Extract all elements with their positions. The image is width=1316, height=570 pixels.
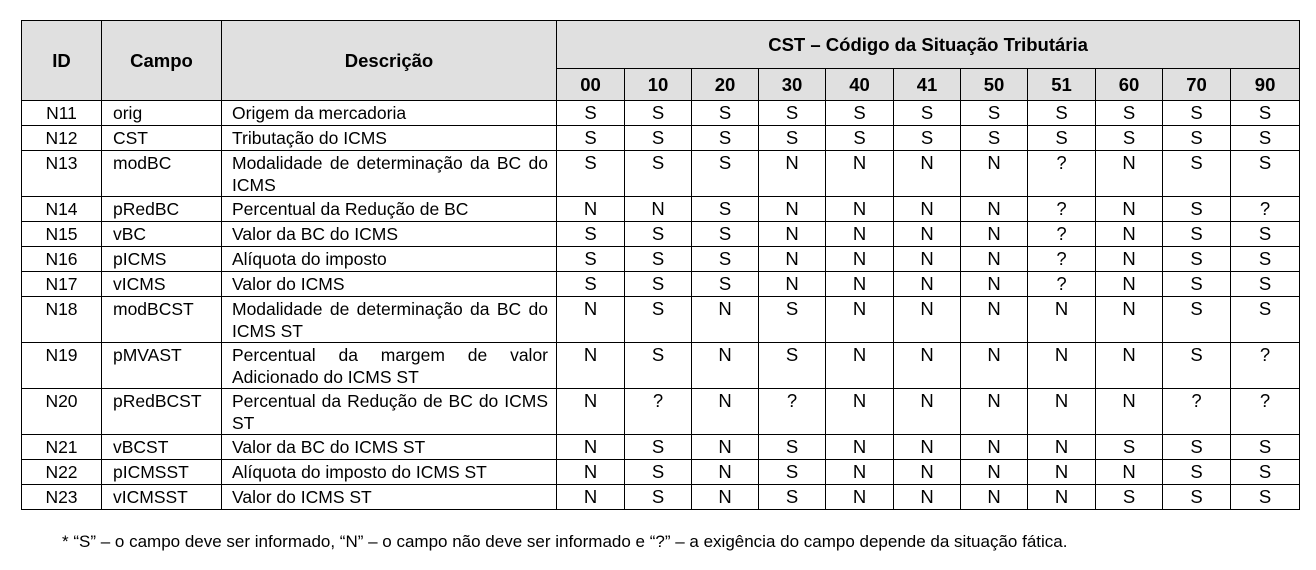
table-row (22, 247, 1300, 272)
cell-campo: pRedBCST (102, 389, 222, 435)
cell-id: N22 (22, 460, 102, 485)
cell-campo: CST (102, 126, 222, 151)
cell-cst-value: N (692, 485, 759, 510)
cell-cst-value: S (1163, 126, 1231, 151)
cell-campo: orig (102, 101, 222, 126)
cell-campo: pRedBC (102, 197, 222, 222)
cell-cst-value: S (557, 222, 625, 247)
cell-cst-value: N (692, 435, 759, 460)
table-row (22, 272, 1300, 297)
table-row (22, 101, 1300, 126)
cell-cst-value: S (1163, 435, 1231, 460)
cell-cst-value: N (759, 247, 826, 272)
cell-cst-value: N (759, 272, 826, 297)
cell-cst-value: S (625, 297, 692, 343)
cell-cst-value: S (625, 272, 692, 297)
cell-cst-value: N (961, 435, 1028, 460)
cell-cst-value: N (557, 343, 625, 389)
cell-campo: pICMS (102, 247, 222, 272)
cell-cst-value: S (625, 126, 692, 151)
cell-cst-value: N (759, 197, 826, 222)
cell-id: N17 (22, 272, 102, 297)
cell-id: N12 (22, 126, 102, 151)
cell-cst-value: S (1096, 485, 1163, 510)
cell-cst-value: S (1163, 101, 1231, 126)
cell-descricao: Valor do ICMS (222, 272, 557, 297)
cell-cst-value: S (625, 151, 692, 197)
cell-cst-value: N (625, 197, 692, 222)
header-id: ID (22, 21, 102, 101)
cell-id: N23 (22, 485, 102, 510)
table-header (22, 21, 1300, 101)
cell-id: N21 (22, 435, 102, 460)
cell-id: N16 (22, 247, 102, 272)
cell-cst-value: S (625, 460, 692, 485)
header-cst-title: CST – Código da Situação Tributária (557, 21, 1300, 69)
cell-cst-value: N (894, 343, 961, 389)
header-cst-code: 90 (1231, 69, 1300, 101)
header-cst-code: 10 (625, 69, 692, 101)
cell-cst-value: S (1231, 101, 1300, 126)
cell-campo: pICMSST (102, 460, 222, 485)
cell-cst-value: N (557, 435, 625, 460)
cell-cst-value: S (759, 101, 826, 126)
cell-descricao: Percentual da Redução de BC do ICMS ST (222, 389, 557, 435)
header-cst-code: 50 (961, 69, 1028, 101)
cell-cst-value: N (961, 460, 1028, 485)
footnote: * “S” – o campo deve ser informado, “N” – o campo não deve ser informado e “?” – a exigência do campo depende da situação fática. (62, 532, 1068, 551)
cell-cst-value: N (557, 485, 625, 510)
cell-cst-value: S (1028, 126, 1096, 151)
cell-cst-value: S (625, 343, 692, 389)
cell-descricao: Valor da BC do ICMS ST (222, 435, 557, 460)
cell-cst-value: N (692, 460, 759, 485)
cell-cst-value: N (1028, 485, 1096, 510)
cell-cst-value: S (1163, 343, 1231, 389)
table-row (22, 485, 1300, 510)
cell-id: N19 (22, 343, 102, 389)
cell-cst-value: N (826, 247, 894, 272)
cell-cst-value: S (1231, 297, 1300, 343)
cell-cst-value: N (1096, 343, 1163, 389)
cell-cst-value: S (692, 151, 759, 197)
cell-cst-value: N (826, 389, 894, 435)
cell-cst-value: N (1028, 343, 1096, 389)
cell-cst-value: N (1096, 247, 1163, 272)
table-row (22, 460, 1300, 485)
cell-cst-value: ? (1231, 197, 1300, 222)
table-row (22, 126, 1300, 151)
header-cst-code: 41 (894, 69, 961, 101)
cell-cst-value: S (692, 126, 759, 151)
cell-cst-value: S (557, 126, 625, 151)
cell-cst-value: S (894, 101, 961, 126)
cell-cst-value: S (1231, 460, 1300, 485)
cell-cst-value: N (894, 197, 961, 222)
cell-cst-value: S (759, 485, 826, 510)
table-row (22, 389, 1300, 435)
cell-cst-value: N (759, 151, 826, 197)
cell-cst-value: N (826, 222, 894, 247)
table-row (22, 435, 1300, 460)
cell-descricao: Alíquota do imposto do ICMS ST (222, 460, 557, 485)
cell-cst-value: N (894, 460, 961, 485)
cell-cst-value: ? (1028, 151, 1096, 197)
cell-cst-value: N (1096, 460, 1163, 485)
cell-campo: pMVAST (102, 343, 222, 389)
cell-cst-value: S (692, 101, 759, 126)
cell-cst-value: N (759, 222, 826, 247)
cell-cst-value: S (625, 485, 692, 510)
header-cst-code: 30 (759, 69, 826, 101)
cell-cst-value: ? (1028, 222, 1096, 247)
cell-cst-value: S (759, 297, 826, 343)
cell-cst-value: N (961, 197, 1028, 222)
cell-cst-value: N (961, 485, 1028, 510)
cell-cst-value: N (826, 151, 894, 197)
cell-descricao: Tributação do ICMS (222, 126, 557, 151)
header-descricao: Descrição (222, 21, 557, 101)
cell-cst-value: S (1231, 222, 1300, 247)
cell-cst-value: N (557, 297, 625, 343)
cell-campo: vBCST (102, 435, 222, 460)
cell-cst-value: N (1096, 297, 1163, 343)
cell-cst-value: S (557, 247, 625, 272)
cell-cst-value: ? (1028, 247, 1096, 272)
cell-cst-value: S (1163, 151, 1231, 197)
cell-cst-value: S (1231, 272, 1300, 297)
cell-cst-value: S (625, 222, 692, 247)
cell-cst-value: N (894, 297, 961, 343)
cell-cst-value: S (625, 247, 692, 272)
cell-cst-value: N (826, 460, 894, 485)
header-cst-code: 20 (692, 69, 759, 101)
cell-cst-value: N (692, 389, 759, 435)
cell-cst-value: N (826, 343, 894, 389)
cell-cst-value: N (1028, 297, 1096, 343)
cell-cst-value: N (1096, 151, 1163, 197)
cell-cst-value: S (961, 101, 1028, 126)
cell-cst-value: N (557, 460, 625, 485)
table-body (22, 101, 1300, 510)
cell-cst-value: S (759, 343, 826, 389)
cell-cst-value: ? (625, 389, 692, 435)
cell-cst-value: N (557, 197, 625, 222)
cell-cst-value: ? (759, 389, 826, 435)
cell-cst-value: N (961, 272, 1028, 297)
cell-cst-value: N (692, 297, 759, 343)
cell-cst-value: N (826, 272, 894, 297)
table-row (22, 222, 1300, 247)
cell-cst-value: N (1096, 197, 1163, 222)
cell-cst-value: N (1096, 272, 1163, 297)
cell-cst-value: N (1096, 222, 1163, 247)
cell-descricao: Valor do ICMS ST (222, 485, 557, 510)
cell-id: N15 (22, 222, 102, 247)
cell-cst-value: S (625, 435, 692, 460)
cell-cst-value: S (692, 197, 759, 222)
cell-cst-value: N (826, 485, 894, 510)
cell-cst-value: N (961, 297, 1028, 343)
cell-cst-value: N (557, 389, 625, 435)
cell-campo: vICMS (102, 272, 222, 297)
header-row-top (22, 21, 1300, 69)
cell-cst-value: S (1231, 151, 1300, 197)
cell-id: N11 (22, 101, 102, 126)
cell-campo: vBC (102, 222, 222, 247)
table-row (22, 343, 1300, 389)
cell-cst-value: S (1231, 247, 1300, 272)
cell-cst-value: N (961, 343, 1028, 389)
cell-id: N13 (22, 151, 102, 197)
cell-cst-value: S (759, 126, 826, 151)
cell-cst-value: S (692, 222, 759, 247)
cell-cst-value: ? (1231, 389, 1300, 435)
cell-cst-value: S (1163, 460, 1231, 485)
cell-id: N14 (22, 197, 102, 222)
cell-cst-value: N (961, 222, 1028, 247)
cell-cst-value: S (826, 126, 894, 151)
cell-campo: modBCST (102, 297, 222, 343)
cell-campo: vICMSST (102, 485, 222, 510)
cell-descricao: Percentual da margem de valor Adicionado do ICMS ST (222, 343, 557, 389)
cell-cst-value: S (692, 247, 759, 272)
cell-cst-value: S (557, 272, 625, 297)
cell-cst-value: N (961, 247, 1028, 272)
cell-cst-value: S (826, 101, 894, 126)
cell-cst-value: N (894, 485, 961, 510)
cell-cst-value: N (894, 247, 961, 272)
cell-descricao: Alíquota do imposto (222, 247, 557, 272)
cell-cst-value: S (1163, 222, 1231, 247)
cell-cst-value: N (1028, 389, 1096, 435)
cell-cst-value: N (894, 435, 961, 460)
cst-table (21, 20, 1300, 510)
cell-descricao: Origem da mercadoria (222, 101, 557, 126)
cell-cst-value: S (894, 126, 961, 151)
cell-cst-value: S (1163, 247, 1231, 272)
cell-cst-value: S (557, 101, 625, 126)
table-row (22, 297, 1300, 343)
header-cst-code: 51 (1028, 69, 1096, 101)
cell-cst-value: N (826, 197, 894, 222)
cell-cst-value: S (1163, 297, 1231, 343)
cell-cst-value: N (961, 151, 1028, 197)
cell-cst-value: S (759, 435, 826, 460)
cell-cst-value: ? (1231, 343, 1300, 389)
cell-cst-value: S (1096, 126, 1163, 151)
cell-cst-value: ? (1028, 197, 1096, 222)
cell-cst-value: S (1163, 272, 1231, 297)
header-campo: Campo (102, 21, 222, 101)
cell-cst-value: S (759, 460, 826, 485)
header-cst-code: 60 (1096, 69, 1163, 101)
cell-id: N20 (22, 389, 102, 435)
cell-cst-value: S (1231, 435, 1300, 460)
cell-cst-value: S (961, 126, 1028, 151)
cell-cst-value: N (1028, 460, 1096, 485)
header-cst-code: 70 (1163, 69, 1231, 101)
cell-descricao: Percentual da Redução de BC (222, 197, 557, 222)
cell-cst-value: N (826, 297, 894, 343)
cell-cst-value: S (1028, 101, 1096, 126)
cell-cst-value: N (894, 389, 961, 435)
cell-cst-value: N (1028, 435, 1096, 460)
cell-cst-value: S (1096, 101, 1163, 126)
cell-cst-value: S (1231, 485, 1300, 510)
cell-cst-value: N (894, 222, 961, 247)
cell-cst-value: N (961, 389, 1028, 435)
cell-cst-value: N (894, 151, 961, 197)
cell-cst-value: ? (1163, 389, 1231, 435)
table-row (22, 151, 1300, 197)
table-row (22, 197, 1300, 222)
cell-cst-value: S (1096, 435, 1163, 460)
cell-cst-value: S (557, 151, 625, 197)
cell-cst-value: S (1163, 485, 1231, 510)
cell-id: N18 (22, 297, 102, 343)
cell-cst-value: S (692, 272, 759, 297)
cell-descricao: Modalidade de determinação da BC do ICMS (222, 151, 557, 197)
cell-cst-value: S (1231, 126, 1300, 151)
cell-cst-value: S (1163, 197, 1231, 222)
cell-descricao: Modalidade de determinação da BC do ICMS ST (222, 297, 557, 343)
cell-descricao: Valor da BC do ICMS (222, 222, 557, 247)
cell-cst-value: S (625, 101, 692, 126)
cell-cst-value: N (826, 435, 894, 460)
cell-cst-value: N (692, 343, 759, 389)
cell-cst-value: N (1096, 389, 1163, 435)
header-cst-code: 40 (826, 69, 894, 101)
cell-cst-value: N (894, 272, 961, 297)
cell-cst-value: ? (1028, 272, 1096, 297)
cell-campo: modBC (102, 151, 222, 197)
header-cst-code: 00 (557, 69, 625, 101)
